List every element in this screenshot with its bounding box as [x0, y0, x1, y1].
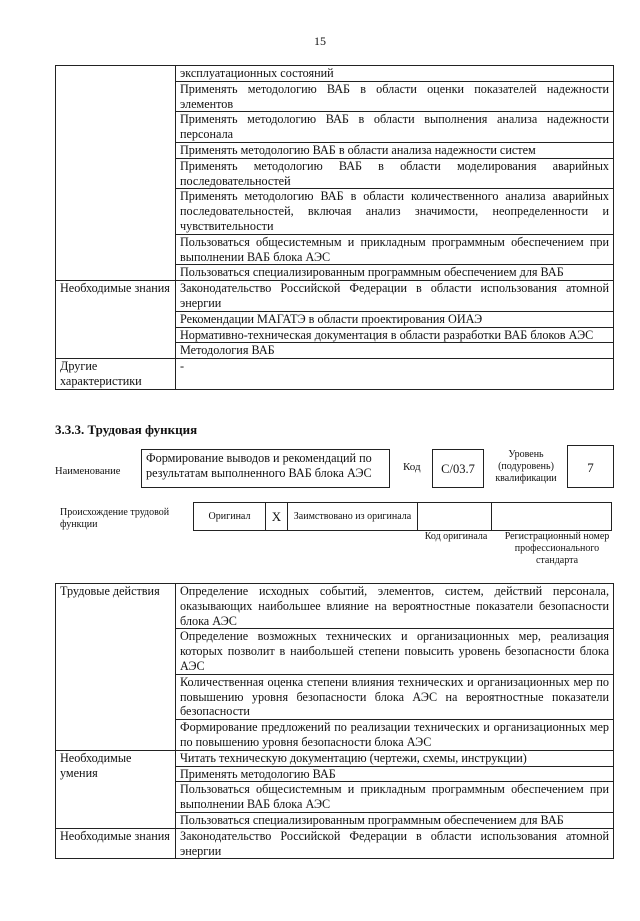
- row-item: Формирование предложений по реализации технических и организационных мер по повышению уровня безопасности блока АЭС: [176, 720, 614, 751]
- function-name-box: Формирование выводов и рекомендаций по результатам выполненного ВАБ блока АЭС: [141, 449, 390, 488]
- row-label: Необходимые знания: [56, 828, 176, 859]
- row-item: Пользоваться общесистемным и прикладным программным обеспечением при выполнении ВАБ блока АЭС: [176, 234, 614, 265]
- function-code-box: C/03.7: [432, 449, 484, 488]
- code-original-caption: Код оригинала: [424, 531, 488, 542]
- row-label: Необходимые умения: [56, 750, 176, 828]
- row-item: Определение исходных событий, элементов, систем, действий персонала, оказывающих наибольшее влияние на вероятностные показатели безопасности блока АЭС: [176, 584, 614, 629]
- labor-function-table-body: [56, 584, 614, 859]
- reg-number-caption: Регистрационный номер профессионального стандарта: [504, 531, 610, 566]
- row-item: Законодательство Российской Федерации в области использования атомной энергии: [176, 828, 614, 859]
- reg-number-cell: [492, 503, 612, 531]
- row-label: Трудовые действия: [56, 584, 176, 751]
- row-item: эксплуатационных состояний: [176, 66, 614, 82]
- skills-table-body: [56, 66, 614, 390]
- row-item: Законодательство Российской Федерации в области использования атомной энергии: [176, 281, 614, 312]
- table-row: [56, 584, 614, 629]
- row-item: -: [176, 359, 614, 390]
- labor-function-table: [55, 583, 614, 859]
- table-row: [56, 359, 614, 390]
- row-item: Пользоваться специализированным программным обеспечением для ВАБ: [176, 812, 614, 828]
- row-item: Методология ВАБ: [176, 343, 614, 359]
- row-item: Читать техническую документацию (чертежи, схемы, инструкции): [176, 750, 614, 766]
- section-heading: 3.3.3. Трудовая функция: [55, 422, 198, 437]
- row-item: Применять методологию ВАБ в области количественного анализа аварийных последовательностей, включая анализ значимости, неопределенности и чувствительности: [176, 189, 614, 234]
- origin-label: Происхождение трудовой функции: [60, 507, 170, 530]
- row-item: Количественная оценка степени влияния технических и организационных мер по повышению уровня безопасности блока АЭС на вероятностные показатели безопасности: [176, 674, 614, 719]
- table-row: [56, 750, 614, 766]
- row-item: Пользоваться специализированным программным обеспечением для ВАБ: [176, 265, 614, 281]
- row-item: Нормативно-техническая документация в области разработки ВАБ блоков АЭС: [176, 327, 614, 343]
- skills-table: [55, 65, 614, 390]
- row-item: Применять методологию ВАБ в области выполнения анализа надежности персонала: [176, 112, 614, 143]
- row-label: Другие характеристики: [56, 359, 176, 390]
- row-item: Пользоваться общесистемным и прикладным программным обеспечением при выполнении ВАБ блока АЭС: [176, 782, 614, 813]
- table-row: [56, 828, 614, 859]
- row-item: Применять методологию ВАБ в области оценки показателей надежности элементов: [176, 81, 614, 112]
- row-item: Применять методологию ВАБ в области моделирования аварийных последовательностей: [176, 158, 614, 189]
- origin-table: [193, 502, 612, 531]
- level-box: 7: [567, 445, 614, 488]
- row-label: Необходимые знания: [56, 281, 176, 359]
- row-item: Применять методологию ВАБ: [176, 766, 614, 782]
- table-row: [56, 66, 614, 82]
- code-original-cell: [418, 503, 492, 531]
- level-label: Уровень (подуровень) квалификации: [495, 449, 557, 484]
- code-label: Код: [403, 461, 421, 473]
- row-item: Применять методологию ВАБ в области анализа надежности систем: [176, 142, 614, 158]
- row-item: Определение возможных технических и организационных мер, реализация которых позволит в наибольшей степени повысить уровень безопасности блока АЭС: [176, 629, 614, 674]
- page-number: 15: [314, 34, 326, 48]
- original-mark: X: [266, 503, 288, 531]
- row-item: Рекомендации МАГАТЭ в области проектирования ОИАЭ: [176, 311, 614, 327]
- borrowed-label: Заимствовано из оригинала: [288, 503, 418, 531]
- table-row: [56, 281, 614, 312]
- row-label: [56, 66, 176, 281]
- original-label: Оригинал: [194, 503, 266, 531]
- name-label: Наименование: [55, 466, 121, 477]
